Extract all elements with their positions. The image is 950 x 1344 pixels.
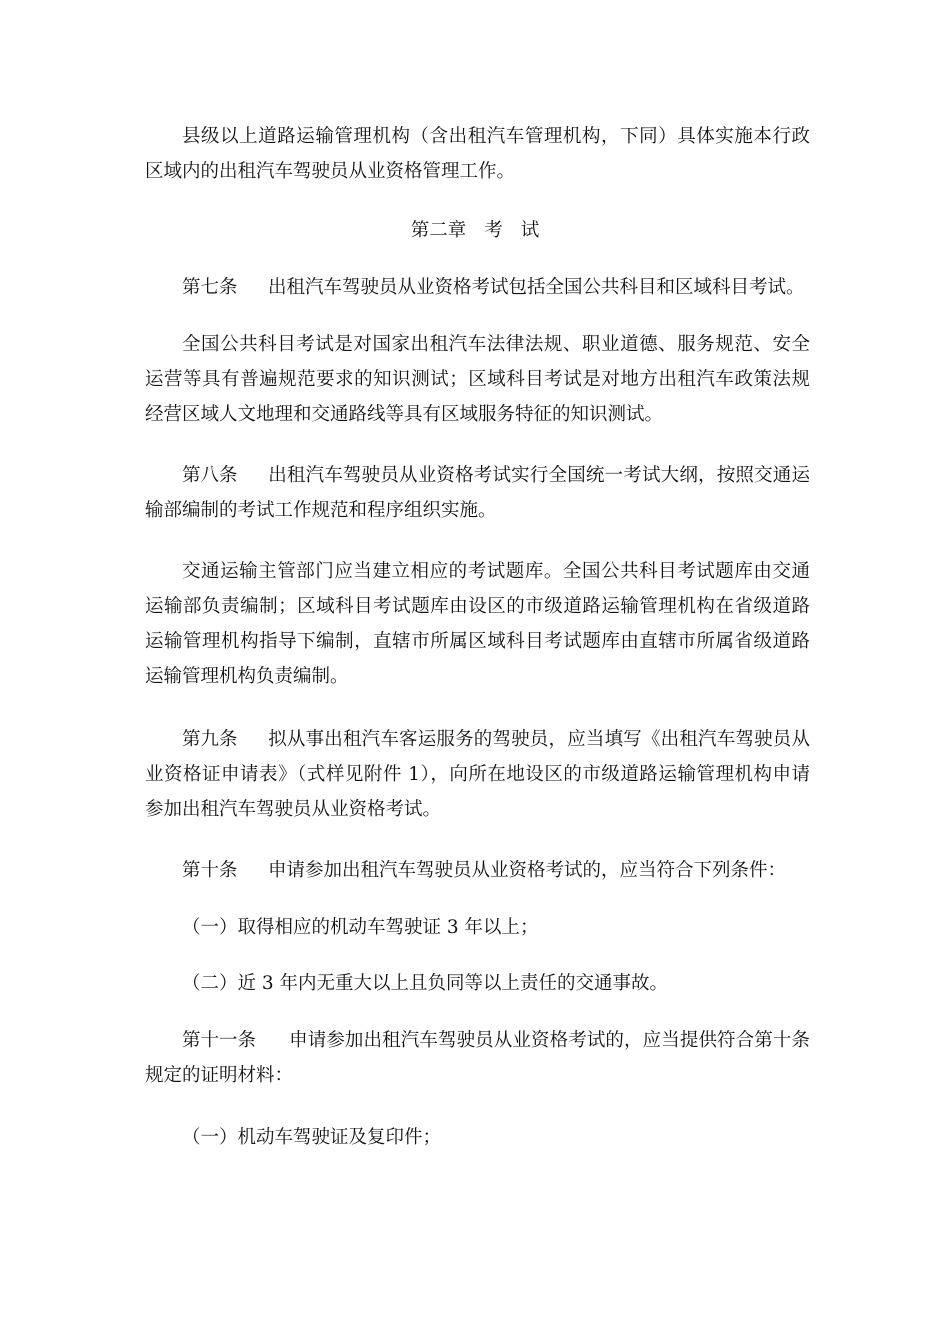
chapter-number: 第二章	[410, 220, 467, 241]
list-item-3	[145, 1120, 810, 1155]
article-number: 第九条	[182, 729, 238, 750]
chapter-heading	[0, 213, 950, 248]
article-text: 申请参加出租汽车驾驶员从业资格考试的，应当提供符合第十条规定的证明材料：	[145, 1030, 810, 1086]
list-item-text: （二）近 3 年内无重大以上且负同等以上责任的交通事故。	[182, 973, 669, 994]
article-text: 出租汽车驾驶员从业资格考试实行全国统一考试大纲，按照交通运输部编制的考试工作规范和程序组织实施。	[145, 465, 810, 521]
paragraph-text: 交通运输主管部门应当建立相应的考试题库。全国公共科目考试题库由交通运输部负责编制；区域科目考试题库由设区的市级道路运输管理机构在省级道路运输管理机构指导下编制，直辖市所属区域科目考试题库由直辖市所属省级道路运输管理机构负责编制。	[145, 561, 810, 687]
article-11	[145, 1023, 810, 1093]
article-number: 第十一条	[182, 1030, 257, 1051]
paragraph-2	[145, 327, 810, 432]
article-text: 拟从事出租汽车客运服务的驾驶员，应当填写《出租汽车驾驶员从业资格证申请表》（式样见附件 1），向所在地设区的市级道路运输管理机构申请参加出租汽车驾驶员从业资格考试。	[145, 729, 810, 820]
paragraph-3	[145, 554, 810, 694]
paragraph-1	[145, 119, 810, 189]
article-text: 申请参加出租汽车驾驶员从业资格考试的，应当符合下列条件：	[268, 860, 787, 881]
article-8	[145, 458, 810, 528]
article-text: 出租汽车驾驶员从业资格考试包括全国公共科目和区域科目考试。	[268, 277, 805, 298]
article-10	[145, 853, 810, 888]
paragraph-text: 县级以上道路运输管理机构（含出租汽车管理机构，下同）具体实施本行政区域内的出租汽车驾驶员从业资格管理工作。	[145, 126, 810, 182]
paragraph-text: 全国公共科目考试是对国家出租汽车法律法规、职业道德、服务规范、安全运营等具有普遍规范要求的知识测试；区域科目考试是对地方出租汽车政策法规经营区域人文地理和交通路线等具有区域服务特征的知识测试。	[145, 334, 810, 425]
article-number: 第十条	[182, 860, 238, 881]
list-item-text: （一）机动车驾驶证及复印件；	[182, 1127, 442, 1148]
list-item-1	[145, 910, 810, 945]
chapter-title-char-2: 试	[520, 220, 540, 241]
chapter-title-char-1: 考	[484, 220, 503, 241]
article-number: 第七条	[182, 277, 238, 298]
article-number: 第八条	[182, 465, 238, 486]
list-item-2	[145, 966, 810, 1001]
list-item-text: （一）取得相应的机动车驾驶证 3 年以上；	[182, 917, 539, 938]
article-9	[145, 722, 810, 827]
article-7	[145, 270, 810, 305]
